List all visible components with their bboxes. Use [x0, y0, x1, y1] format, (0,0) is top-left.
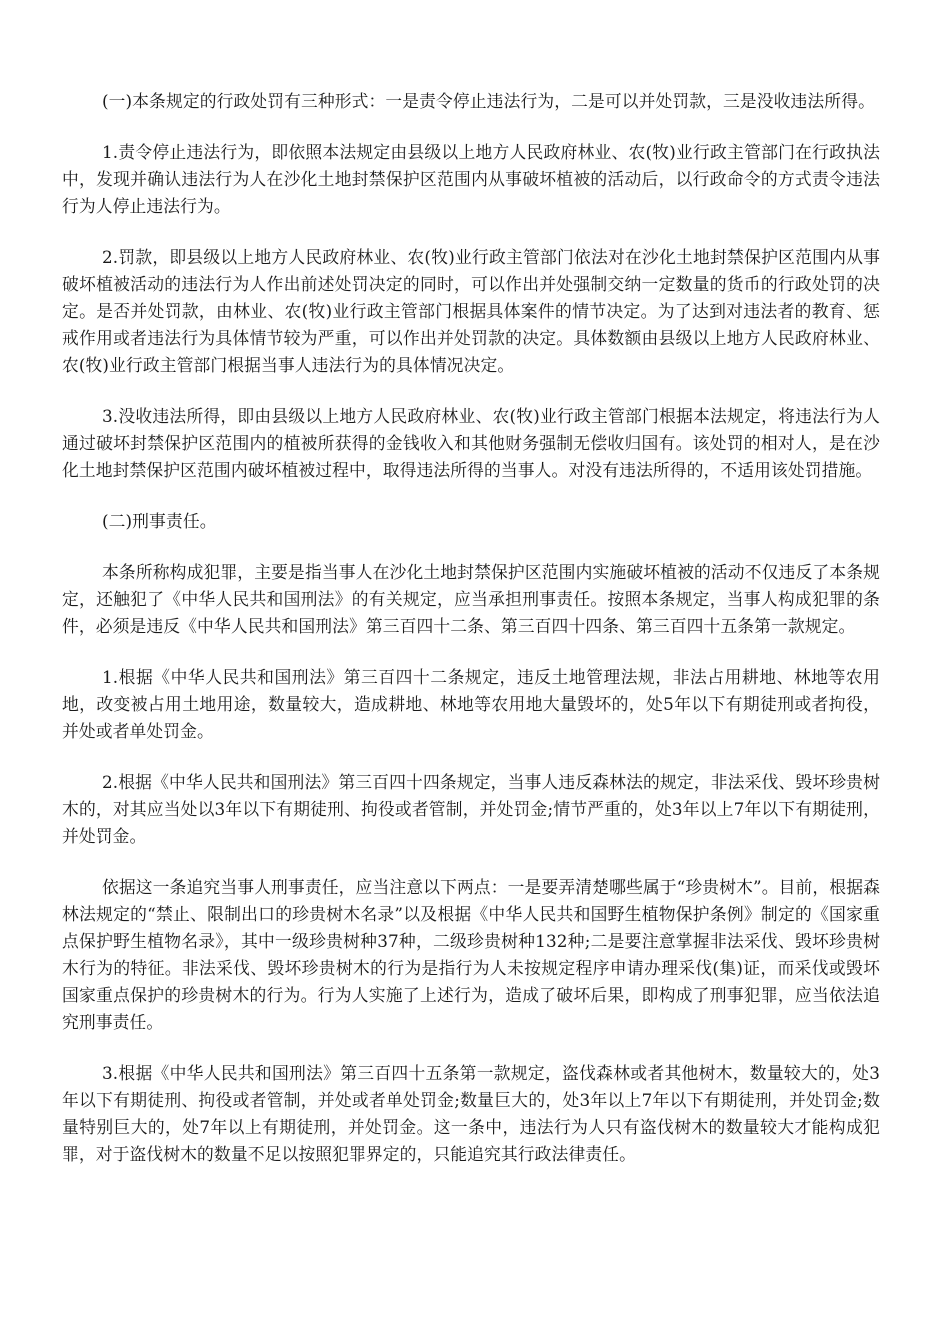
document-body	[62, 88, 880, 1192]
paragraph-precious-trees: 依据这一条追究当事人刑事责任，应当注意以下两点：一是要弄清楚哪些属于“珍贵树木”。目前，根据森林法规定的“禁止、限制出口的珍贵树木名录”以及根据《中华人民共和国野生植物保护条例》制定的《国家重点保护野生植物名录》，其中一级珍贵树种37种，二级珍贵树种132种;二是要注意掌握非法采伐、毁坏珍贵树木行为的特征。非法采伐、毁坏珍贵树木的行为是指行为人未按规定程序申请办理采伐(集)证，而采伐或毁坏国家重点保护的珍贵树木的行为。行为人实施了上述行为，造成了破坏后果，即构成了刑事犯罪，应当依法追究刑事责任。	[62, 877, 880, 1032]
paragraph-article-345: 3.根据《中华人民共和国刑法》第三百四十五条第一款规定，盗伐森林或者其他树木，数量较大的，处3年以下有期徒刑、拘役或者管制，并处或者单处罚金;数量巨大的，处3年以上7年以下有期徒刑，并处罚金;数量特别巨大的，处7年以上有期徒刑，并处罚金。这一条中，违法行为人只有盗伐树木的数量较大才能构成犯罪，对于盗伐树木的数量不足以按照犯罪界定的，只能追究其行政法律责任。	[62, 1063, 880, 1164]
paragraph-crime-definition: 本条所称构成犯罪，主要是指当事人在沙化土地封禁保护区范围内实施破坏植被的活动不仅违反了本条规定，还触犯了《中华人民共和国刑法》的有关规定，应当承担刑事责任。按照本条规定，当事人构成犯罪的条件，必须是违反《中华人民共和国刑法》第三百四十二条、第三百四十四条、第三百四十五条第一款规定。	[62, 562, 880, 636]
paragraph-fine: 2.罚款，即县级以上地方人民政府林业、农(牧)业行政主管部门依法对在沙化土地封禁保护区范围内从事破坏植被活动的违法行为人作出前述处罚决定的同时，可以作出并处强制交纳一定数量的货币的行政处罚的决定。是否并处罚款，由林业、农(牧)业行政主管部门根据具体案件的情节决定。为了达到对违法者的教育、惩戒作用或者违法行为具体情节较为严重，可以作出并处罚款的决定。具体数额由县级以上地方人民政府林业、农(牧)业行政主管部门根据当事人违法行为的具体情况决定。	[62, 247, 880, 375]
paragraph-stop-violation: 1.责令停止违法行为，即依照本法规定由县级以上地方人民政府林业、农(牧)业行政主管部门在行政执法中，发现并确认违法行为人在沙化土地封禁保护区范围内从事破坏植被的活动后，以行政命令的方式责令违法行为人停止违法行为。	[62, 142, 880, 216]
paragraph-criminal-heading: (二)刑事责任。	[102, 511, 217, 531]
paragraph-penalty-forms: (一)本条规定的行政处罚有三种形式：一是责令停止违法行为，二是可以并处罚款，三是没收违法所得。	[102, 91, 875, 111]
paragraph-confiscation: 3.没收违法所得，即由县级以上地方人民政府林业、农(牧)业行政主管部门根据本法规定，将违法行为人通过破坏封禁保护区范围内的植被所获得的金钱收入和其他财务强制无偿收归国有。该处罚的相对人，是在沙化土地封禁保护区范围内破坏植被过程中，取得违法所得的当事人。对没有违法所得的，不适用该处罚措施。	[62, 406, 880, 480]
paragraph-article-344: 2.根据《中华人民共和国刑法》第三百四十四条规定，当事人违反森林法的规定，非法采伐、毁坏珍贵树木的，对其应当处以3年以下有期徒刑、拘役或者管制，并处罚金;情节严重的，处3年以上7年以下有期徒刑，并处罚金。	[62, 772, 880, 846]
paragraph-article-342: 1.根据《中华人民共和国刑法》第三百四十二条规定，违反土地管理法规，非法占用耕地、林地等农用地，改变被占用土地用途，数量较大，造成耕地、林地等农用地大量毁坏的，处5年以下有期徒刑或者拘役，并处或者单处罚金。	[62, 667, 880, 741]
